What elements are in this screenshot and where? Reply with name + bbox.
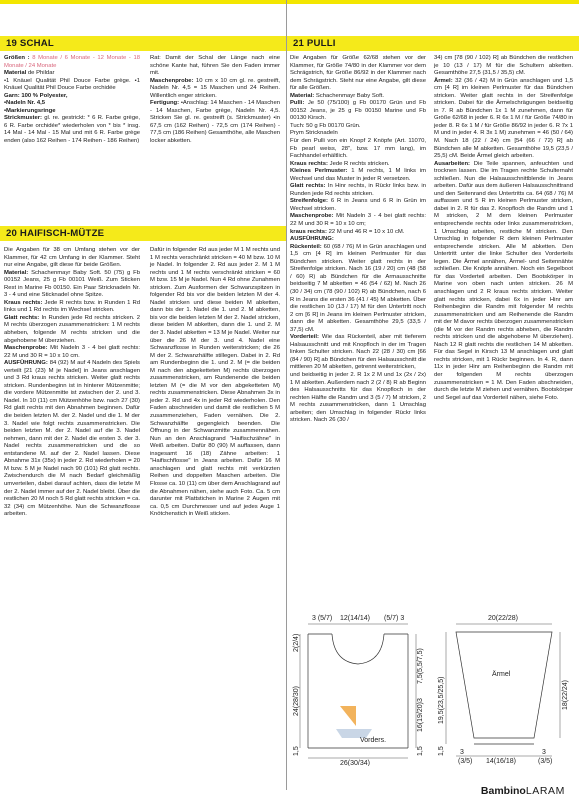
dim-top1: 3 (5/7)	[312, 615, 333, 622]
pulli-vorder-text2: und beidseitig in jeder 2. R 1x 2 M und 1x (2x / 2x) 1 M abketten. Außerdem nach 2 (2 / 8) R ab Beginn des Halsausschnitts für das Knopfloch in der rechten Hälfte die Randm und 3 (5 / 7) M stricken, 2 M rechts zusammenstricken, dann 1 Umschlag arbeiten; den Umschlag in folgender Rückr links stricken. Nach 26 (30 /	[290, 371, 426, 424]
pulli-vorder-label: Vorderteil:	[290, 334, 320, 341]
aermel-dim-right: 18(22/24)	[562, 680, 569, 710]
vorders-label: Vorders.	[360, 737, 387, 744]
pulli-material-text: Schachenmayr Baby Soft.	[315, 92, 384, 99]
mutze-probe-label: Maschenprobe:	[4, 345, 48, 352]
material-label: Material	[4, 70, 27, 77]
pulli-ausf-label: AUSFÜHRUNG:	[290, 236, 334, 243]
mutze-probe-text: Mit Nadeln 3 - 4 bei glatt rechts: 22 M und 30 R = 10 x 10 cm.	[4, 345, 140, 359]
dim-right-top: 7,5(5,5/7,5)	[417, 648, 424, 684]
aermel-label: Ärmel	[492, 671, 511, 678]
pulli-vorder-text: Wie das Rückenteil, aber mit tieferem Halsausschnitt und mit Knopfloch in der im Tragen linken Schulter stricken. Nach 22 (28 / 30) cm [66 (84 / 90) R] ab Bündchen für den Halsausschnitt die mittleren 20 M abketten, getrennt weiterstricken,	[290, 334, 427, 371]
dim-right-mid1: 16(19/20)	[417, 702, 424, 732]
aermel-dim-bottom3: 3	[542, 749, 546, 756]
pulli-right-column	[434, 55, 573, 402]
mutze-material-text: Schachenmayr Baby Soft. 50 (75) g Fb 00152 Jeans, 25 g Fb 00101 Weiß. Zum Sticken Rest in Marine Fb 00150. Ein Paar Stricknadeln Nr. 3 - 4 und eine Sticknadel ohne Spitze.	[4, 269, 140, 299]
pulli-ausarb-text: Die Teile spannen, anfeuchten und trocknen lassen. Die im Tragen rechte Schulternaht schließen. Nun die Halsausschnittblende in Jeans arbeiten. Dafür aus dem äußeren Halsausschnittrand und den Seitenrand des Untertritts ca. 64 (68 / 76) M auffassen und 5 R im kleinen Perlmuster stricken, dabei in 2. R für das 2. Knopfloch die Randm und 1 M stricken, 2 M dem kleinen Perlmuster entsprechende rechts oder links zusammenstricken, 1 Umschlag arbeiten, restliche M stricken. Den Umschlag in folgender R dem kleinen Perlmuster entsprechende stricken. Alle M abketten. Den Untertritt unter die linke Schulter des Vorderteils legen. Die Ärmel annähen, Ärmel- und Seitennähte schließen. Die Knöpfe annähen. Noch ein Segelboot für das Vorderteil arbeiten. Den Bootskörper in Marine von oben nach unten stricken. 26 M anschlagen und 2 R kraus rechts stricken. Weiter glatt rechts stricken, dabei 6x in jeder Hinr am Reihenbeginn die Randm mit folgender M rechts zusammenstricken und am Reihenende die Randm mit der M davor rechts überzogen zusammenstricken (die M vor der Randm rechts abheben, die Randm rechts stricken und die abgehobene M überziehen). Nach 12 R glatt rechts die restlichen 14 M abketten. Für das Segel in Kirsch 13 M anschlagen und glatt rechts stricken, mit 1 Rückr beginnen. In 4. R, dann 11x in jeder Hinr am Reihenbeginn die Randm mit der folgenden M rechts überzogen zusammenstricken = 1 M. Den Faden abschneiden, durch die letzte M ziehen und vernähen. Bootskörper und Segel auf das Vorderteil nähen, siehe Foto.	[434, 160, 573, 401]
footer-brand-rest: LARAM	[525, 785, 565, 797]
dim-left-top: 2(2/4)	[293, 633, 300, 652]
aermel-dim-bottom1b: (3/5)	[458, 758, 473, 765]
pulli-rueck-text: 60 (68 / 76) M in Grün anschlagen und 1,5 cm [4 R] im kleinen Perlmuster für das Bündchen stricken. Weiter glatt rechts in der Streifenfolge stricken. Nach 16 (19 / 20) cm (48 (58 / 60) R) ab Bündchen für die Armausschnitte beidseitig 7 M abketten = 46 (54 / 62) M. Nach 26 (30 / 34) cm (78 (90 / 102) R) ab Bündchen, nach 6 R in Jeans die ersten 36 (41 / 45) M abketten. Über die restlichen 10 (13 / 17) M für den Untertritt noch 2 cm [6 R] in Jeans im kleinen Perlmuster stricken, dann die M abketten. Gesamthöhe 29,5 (33,5 / 37,5) cM.	[290, 243, 427, 333]
pulli-streif-label: Streifenfolge:	[290, 198, 328, 205]
dim-left-mid: 24(28/30)	[293, 686, 300, 716]
strick-text: gl. re. gestrickt: * 6 R. Farbe grège, 6 R. Farbe orchidée* wiederholen von * bis * insg. 14 Mal - 14 Mal - 15 Mal und mit 6 R. Farbe grège enden (also 162 Reihen - 174 Reihen - 186 Reihen)	[4, 115, 141, 145]
pulli-ausarb-label: Ausarbeiten:	[434, 160, 471, 167]
dim-left-bottom: 1,5	[293, 746, 300, 756]
aermel-dim-bottom3b: (3/5)	[538, 758, 553, 765]
mutze-left-column	[4, 247, 140, 519]
mutze-ausf-label: AUSFÜHRUNG:	[4, 360, 48, 367]
markier-text: •Markierungsringe	[4, 107, 56, 114]
schal-fert-label: Fertigung:	[150, 100, 180, 107]
mutze-glatt-label: Glatt rechts:	[4, 314, 40, 321]
schal-probe-label: Maschenprobe:	[150, 77, 194, 84]
aermel-diagram	[434, 606, 574, 766]
top-color-rule	[0, 0, 579, 4]
mutze-right-column	[150, 247, 280, 519]
pulli-shoulders: 34) cm [78 (90 / 102) R] ab Bündchen die restlichen je 10 (13 / 17) M für die Schultern abketten. Gesamthöhe 27,5 (31,5 / 35,5) cM.	[434, 55, 573, 77]
pulli-mid-column	[290, 55, 426, 425]
pulli-intro: Die Angaben für Größe 62/68 stehen vor der Klammer, für Größe 74/80 in der Klammer vor dem Schrägstrich, für Größe 86/92 in der Klammer nach dem Schrägstrich. Steht nur eine Angabe, gilt diese für alle Größen.	[290, 55, 426, 92]
dim-top2: 12(14/14)	[340, 615, 370, 622]
schal-fert-text: •Anschlag: 14 Maschen - 14 Maschen - 14 Maschen, Farbe grège, Nadeln Nr. 4,5. Stricken Sie gl. re. gestreift (s. Strickmuster) •in 67,5 cm (162 Reihen) - 72,5 cm (174 Reihen) - 77,5 cm (186 Reihen) Gesamthöhe, alle Maschen locker abketten.	[150, 100, 280, 145]
column-divider	[286, 0, 287, 790]
pulli-probe-text: Mit Nadeln 3 - 4 bei glatt rechts: 22 M und 30 R = 10 x 10 cm;	[290, 213, 426, 228]
pulli-aermel-label: Ärmel:	[434, 77, 453, 84]
pulli-fuer: Für den Pulli von ein Knopf 2 Knöpfe (Art. 11070, Fb pearl weiss, 28", bzw. 17 mm lang), im Fachhandel erhältlich.	[290, 138, 426, 160]
pulli-kraus2-text: 22 M und 46 R = 10 x 10 cM.	[328, 228, 405, 235]
groessen-label: Größen :	[4, 55, 30, 61]
pulli-prym: Prym Stricknadeln	[290, 130, 338, 137]
footer-brand-bold: Bambino	[480, 785, 526, 797]
pulli-pulli-label: Pulli:	[290, 100, 305, 107]
material-text: de Phildar •1 Knäuel Qualität Phil Douce Farbe grège. •1 Knäuel Qualität Phil Douce Farbe orchidée	[4, 70, 140, 92]
aermel-dim-bottom1: 3	[460, 749, 464, 756]
schal-instructions-column	[150, 55, 280, 146]
vorderteil-diagram	[290, 606, 430, 766]
pulli-rueck-label: Rückenteil:	[290, 243, 322, 250]
pulli-pulli-text: Je 50 (75/100) g Fb 00170 Grün und Fb 00152 Jeans, je 25 g Fb 00150 Marine und Fb 00130 Kirsch.	[290, 100, 427, 122]
pulli-klein-label: Kleines Perlmuster:	[290, 168, 348, 175]
section-header-schal: 19 SCHAL	[0, 36, 286, 51]
mutze-ausf-text: 84 (92) M auf 4 Nadeln des Spiels verteilt [21 (23) M je Nadel] in Jeans anschlagen und 3 Rd kraus rechts stricken. Weiter glatt rechts stricken. Rundenbeginn ist in hinterer Mützenmitte; die vordere Mützenmitte ist zwischen der 2. und 3. Nadel. In 10 (11) cm Mützenhöhe bzw. nach 27 (30) Rd glatt rechts mit den Abnahmen beginnen. Dafür die beiden letzten M. der 2. Nadel und die 1. M der 3. Nadel wie folgt rechts zusammenstricken. Die beiden letzten M. der 2. Nadel auf die 3. Nadel nehmen, dann mit der 2. Nadel die ersten 3. der 3. Nadel rechts zusammenstricken und die so entstandene M. auf der 2. Nadel lassen. Diese Abnahme 31x (35x) in jeder 2. Rd wiederholen = 20 M bzw. 5 M je Nadel nach 90 (101) Rd glatt rechts. Zwischendurch die M nach Bedarf gleichmäßig umverteilen, dabei darauf achten, dass die letzte M der 2. Nadel immer auf der 2. Nadel bleibt. Über die restlichen 20 M noch 5 Rd glatt rechts stricken = ca. 32 (34) cm Mützenhöhe. Nun die Schwanzflosse arbeiten.	[4, 360, 140, 518]
mutze-continued: Dafür in folgender Rd aus jeder M 1 M rechts und 1 M rechts verschränkt stricken = 40 M bzw. 10 M je Nadel. In folgender 2. Rd aus jeder 2. M 1 M rechts und 1 M rechts verschränkt stricken = 60 M bzw. 15 M je Nadel. Nun 4 Rd ohne Zunahmen stricken. Zum Ausformen der Schwanzspitzen in folgender Rd bis vor die beiden letzten M der 4. Nadel stricken und diese beiden M abketten, dann bis der 1. Nadel die 1. und 2. M abketten, bis vor die beiden letzten M der 2. Nadel stricken, diese beiden M abketten, dann die 1. und 2. M der 3. Nadel abketten = 13 M je Nadel. Weiter nur über die 26 M der 3. und 4. Nadel eine Schwanzflosse in Runden weiterstricken; die 26 M der 2. Schwanzhälfte stillegen. Dabei in 2. Rd am Rundenbeginn die 1. und 2. M (= die beiden M nach den abgeketteten M) rechts überzogen zusammenstricken, am Rundenende die beiden letzten M (= die M vor den abgeketteten M) rechts zusammenstricken. Diese Abnahmen 3x in jeder 2. Rd und 4x in jeder Rd wiederholen. Den Faden abschneiden und damit die restlichen 5 M zusammenziehen, Faden vernähen. Die 2. Schwanzhälfte gegengleich beenden. Die Öffnung in der Schwanzmitte zusammennähen. Nun an den Anschlagrand "Haifischzähne" in Weiß arbeiten. Dafür 80 (90) M auffassen, dann insgesamt 16 (18) Zähne arbeiten: 1 "Haifischflosse" in Jeans arbeiten. Dafür 16 M anschlagen und glatt rechts mit verkürzten Reihen und doppelten Maschen arbeiten. Die Flosse ca. 10 (11) cm über dem Anschlagrand auf die Abnahmen nähen, siehe auch Foto. Ca. 5 cm darunter mit Plattstichen in Marine 2 Augen mit ca. 0,5 cm Durchmesser und auf jedes Auge 1 Knötchenstich in Weiß sticken.	[150, 247, 280, 518]
dim-top3: (5/7) 3	[384, 615, 405, 622]
aermel-dim-bottom2: 14(16/18)	[486, 758, 516, 765]
mutze-kraus-label: Kraus rechts:	[4, 299, 43, 306]
pulli-probe-label: Maschenprobe:	[290, 213, 334, 220]
pulli-streif-text: 6 R in Jeans und 6 R in Grün im Wechsel stricken.	[290, 198, 426, 212]
mutze-material-label: Material:	[4, 269, 29, 276]
pulli-glatt-text: In Hinr rechts, in Rückr links bzw. in Runden jede Rd rechts stricken.	[290, 183, 427, 197]
dim-bottom: 26(30/34)	[340, 760, 370, 766]
mutze-kraus-text: Jede R rechts bzw. in Runden 1 Rd links und 1 Rd rechts im Wechsel stricken.	[4, 299, 141, 314]
garn-text: Garn: 100 % Polyester,	[4, 92, 68, 99]
dim-right-bottom: 1,5	[417, 746, 424, 756]
pulli-kraus-text: Jede R rechts stricken.	[329, 160, 390, 167]
pulli-tuch: Tuch: 50 g Fb 00170 Grün.	[290, 122, 361, 129]
sail-shape	[340, 706, 356, 726]
mutze-glatt-text: In Runden jede Rd rechts stricken. 2 M rechts überzogen zusammenstricken: 1 M rechts abheben, folgende M rechts stricken und die abgehobene M überziehen.	[4, 314, 140, 344]
schal-tip: Rat: Damit der Schal der Länge nach eine schöne Kante hat, führen Sie den Faden immer mit.	[150, 55, 280, 77]
pulli-klein-text: 1 M rechts, 1 M links im Wechsel und das Muster in jeder R versetzen.	[290, 168, 426, 182]
pulli-aermel-text: 32 (36 / 42) M in Grün anschlagen und 1,5 cm [4 R] im kleinen Perlmuster für das Bündchen stricken. Weiter glatt rechts in der Streifenfolge stricken. Dabei für die Ärmelschrägungen beidseitig in 7. R ab Bündchen 1x 1 M zunehmen, dann für Größe 62/68 in jeder 6. R 6x 1 M / für Größe 74/80 in jeder 8. R 6x 1 M / für Größe 86/92 in jeder 6. R 7x 1 M und in jeder 4. R 3x 1 M) zunehmen = 46 (50 / 64) M. Nach 18 (22 / 24) cm [54 (66 / 72) R] ab Bündchen alle M abketten. Gesamthöhe 19,5 (23,5 / 25,5) cM. Beide Ärmel gleich arbeiten.	[434, 77, 573, 160]
pulli-kraus2-label: kraus rechts:	[290, 228, 327, 235]
aermel-dim-left-bottom: 1,5	[438, 746, 445, 756]
strick-label: Strickmuster:	[4, 115, 42, 122]
groessen-text: 8 Monate / 6 Monate - 12 Monate - 18 Monate / 24 Monate	[4, 55, 141, 69]
vorders-neckline	[332, 634, 384, 664]
pulli-kraus-label: Kraus rechts:	[290, 160, 328, 167]
aermel-shape	[456, 632, 552, 738]
nadeln-text: •Nadeln Nr. 4,5	[4, 100, 46, 107]
mutze-intro: Die Angaben für 38 cm Umfang stehen vor der Klammer, für 42 cm Umfang in der Klammer. Steht nur eine Angabe, gilt diese für beide Größen.	[4, 247, 140, 269]
schal-intro-column	[4, 55, 140, 146]
aermel-dim-top: 20(22/28)	[488, 615, 518, 622]
schal-probe-text: 10 cm x 10 cm gl. re. gestreift, Nadeln Nr. 4,5 = 15 Maschen und 24 Reihen. Willentlich enger stricken.	[150, 77, 280, 99]
footer-brand	[481, 785, 565, 797]
aermel-dim-left: 19,5(23,5/25,5)	[438, 676, 445, 724]
dim-right-mid2: 3	[417, 698, 424, 702]
pulli-material-label: Material:	[290, 92, 315, 99]
pulli-glatt-label: Glatt rechts:	[290, 183, 326, 190]
section-header-mutze: 20 HAIFISCH-MÜTZE	[0, 226, 286, 241]
section-header-pulli: 21 PULLI	[287, 36, 579, 51]
